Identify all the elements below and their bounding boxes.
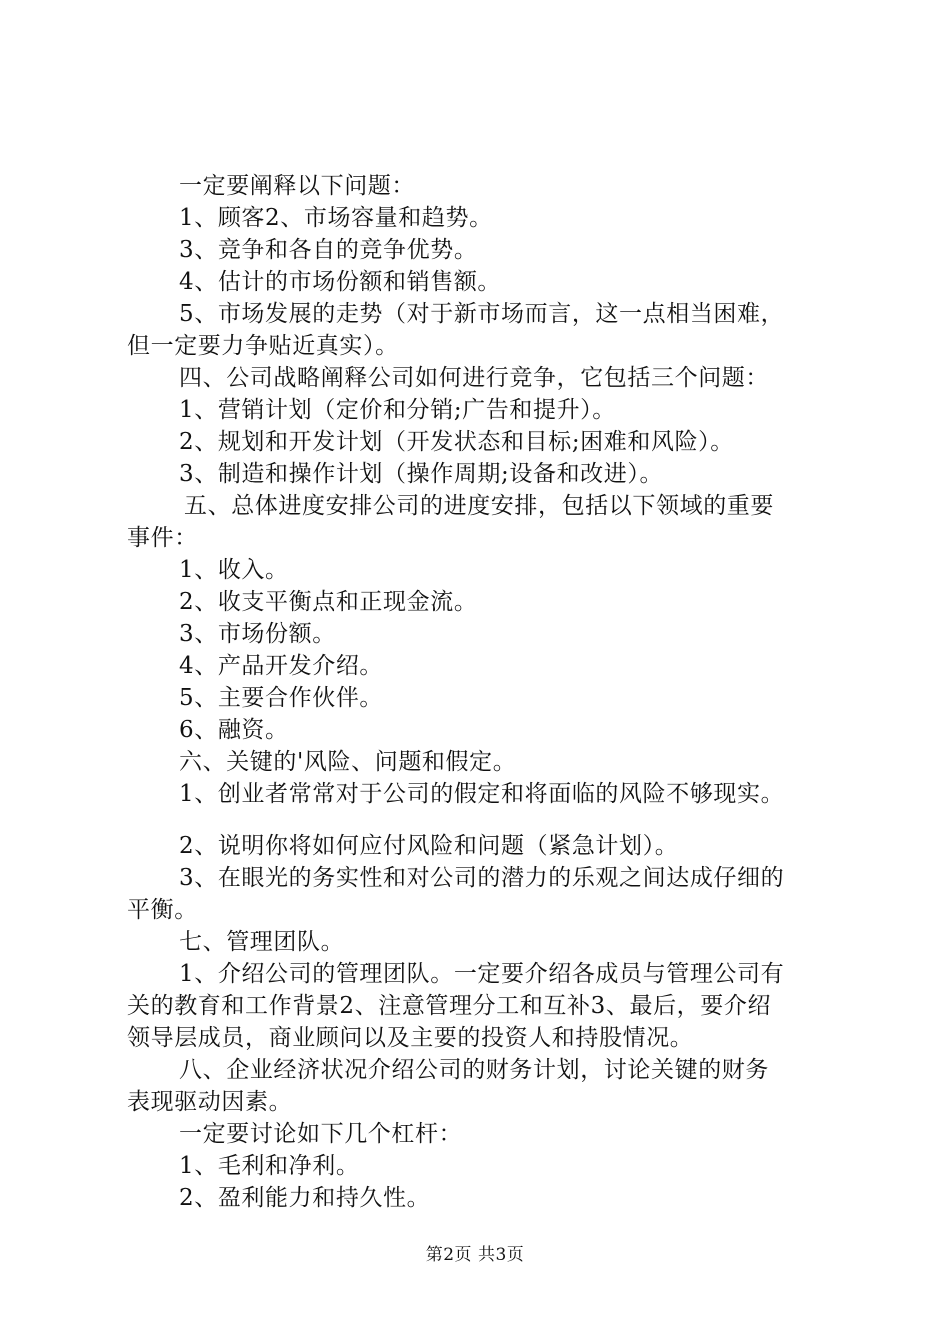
- list-item: 1、顾客2、市场容量和趋势。: [179, 205, 493, 231]
- section-heading: 四、公司战略阐释公司如何进行竞争，它包括三个问题：: [179, 365, 769, 391]
- list-item: 5、市场发展的走势（对于新市场而言，这一点相当困难，: [179, 301, 785, 327]
- section-heading: 六、关键的'风险、问题和假定。: [179, 749, 517, 775]
- list-item: 1、毛利和净利。: [179, 1153, 360, 1179]
- list-item: 3、市场份额。: [179, 621, 336, 647]
- list-item-continuation: 但一定要力争贴近真实）。: [127, 333, 399, 359]
- list-item: 3、制造和操作计划（操作周期;设备和改进）。: [179, 461, 664, 487]
- list-item: 4、估计的市场份额和销售额。: [179, 269, 502, 295]
- list-item: 3、在眼光的务实性和对公司的潜力的乐观之间达成仔细的: [179, 865, 785, 891]
- list-item-continuation: 关的教育和工作背景2、注意管理分工和互补3、最后，要介绍: [127, 993, 772, 1019]
- paragraph-gap: [127, 810, 837, 830]
- document-body: [127, 170, 837, 1214]
- list-item-continuation: 领导层成员，商业顾问以及主要的投资人和持股情况。: [127, 1025, 694, 1051]
- section-heading: 七、管理团队。: [179, 929, 345, 955]
- section-heading: 八、企业经济状况介绍公司的财务计划，讨论关键的财务: [179, 1057, 769, 1083]
- list-item: 2、盈利能力和持久性。: [179, 1185, 431, 1211]
- list-item: 2、收支平衡点和正现金流。: [179, 589, 478, 615]
- list-item: 2、说明你将如何应付风险和问题（紧急计划）。: [179, 833, 679, 859]
- section-heading: 五、总体进度安排公司的进度安排，包括以下领域的重要: [184, 493, 774, 519]
- list-item: 5、主要合作伙伴。: [179, 685, 384, 711]
- paragraph-line: 一定要阐释以下问题：: [179, 173, 415, 199]
- section-heading-continuation: 表现驱动因素。: [127, 1089, 293, 1115]
- list-item: 1、介绍公司的管理团队。一定要介绍各成员与管理公司有: [179, 961, 785, 987]
- list-item: 6、融资。: [179, 717, 289, 743]
- page-number-footer: 第2页 共3页: [425, 1245, 525, 1265]
- list-item: 1、收入。: [179, 557, 289, 583]
- list-item: 3、竞争和各自的竞争优势。: [179, 237, 478, 263]
- list-item: 2、规划和开发计划（开发状态和目标;困难和风险）。: [179, 429, 734, 455]
- list-item: 4、产品开发介绍。: [179, 653, 384, 679]
- paragraph-line: 一定要讨论如下几个杠杆：: [179, 1121, 463, 1147]
- section-heading-continuation: 事件：: [127, 525, 198, 551]
- list-item-continuation: 平衡。: [127, 897, 198, 923]
- list-item: 1、创业者常常对于公司的假定和将面临的风险不够现实。: [179, 781, 785, 807]
- list-item: 1、营销计划（定价和分销;广告和提升）。: [179, 397, 616, 423]
